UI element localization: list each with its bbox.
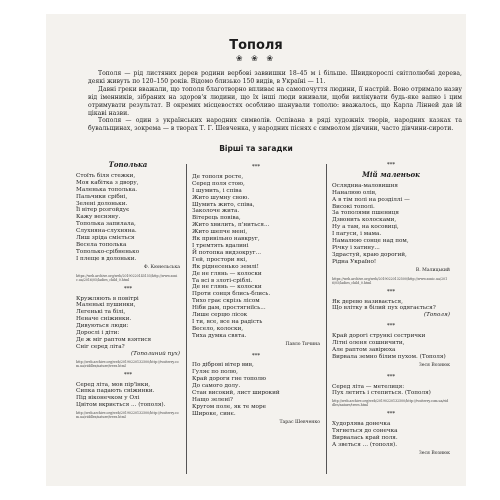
section-title: Вірші та загадки: [219, 144, 293, 153]
text-line: Та всі в злоті-сріблі.: [192, 277, 253, 284]
poem-title: Тополька: [108, 160, 148, 169]
separator-stars: ***: [386, 373, 396, 380]
text-line: Вирвалась край поля.: [332, 435, 398, 442]
poem-author: Ф. Кюнельська: [143, 264, 180, 270]
text-line: Жито шепче мені,: [192, 229, 248, 236]
text-line: Маленькі пушинки,: [76, 302, 136, 309]
text-line: Шумить жито, співа,: [192, 201, 255, 208]
text-line: За тополями пшениця: [332, 210, 400, 217]
text-line: Сипка падають сніжинки.: [76, 388, 155, 395]
riddle-lines: [76, 382, 180, 410]
text-line: Слухняна-слухняна.: [76, 228, 137, 235]
column-divider: [186, 164, 187, 474]
text-line: Лише серцю лісок: [192, 312, 248, 319]
riddle-answer: (Тополя): [423, 312, 450, 319]
text-line: А зветься ... (тополя).: [332, 442, 398, 448]
text-line: Як ріднесенько землі!: [192, 263, 259, 270]
separator-stars: ***: [123, 371, 133, 378]
text-line: Намалюю сонце над пом,: [332, 238, 409, 245]
source-link[interactable]: https://web.archive.org/web/20190220145155/http://www.sonic.ua/2016/05/ladies_child_0.html: [76, 273, 178, 282]
poem-author: Павло Тичина: [285, 341, 320, 347]
riddle-answer: (Тополиний пух): [130, 350, 180, 357]
separator-stars: ***: [251, 164, 261, 170]
text-line: Де тополя росте,: [192, 173, 244, 180]
text-line: Річку і хатину...: [332, 244, 380, 251]
text-line: Край дороги гне тополю: [192, 376, 266, 383]
intro-paragraph: Давні греки вважали, що тополя благотворно впливає на самопочуття людини, її настрій. Воно отримало назву від іменників, зібраних на здоров'я людини, що їх інші люди вживали, щоби вилікувати будь-яке вапно і цим отримувати результат. В окремих місцевостях особливо шанували тополю: вважалось, що Карла Лінней дав ій цікаві назви.: [88, 85, 462, 117]
text-line: Тихо грає скрізь лісом: [192, 298, 260, 305]
text-line: І ти, все, все на радість: [192, 318, 263, 325]
text-line: Серед літа — метелиця:: [332, 383, 405, 390]
text-line: Як дерево називається,: [332, 298, 403, 305]
text-line: Жито шумну свою.: [192, 194, 250, 201]
text-line: І пагуси, і мама.: [332, 231, 382, 238]
text-line: Де не глянь — колоски: [192, 270, 262, 277]
text-line: Гей, простори які,: [192, 256, 248, 263]
text-line: Як привільно навкруг,: [192, 236, 260, 243]
separator-stars: ***: [123, 285, 133, 292]
riddle-lines: [332, 333, 450, 361]
text-line: І тремтять вдалині: [192, 242, 249, 249]
text-line: Проти сонця блись-блись.: [192, 291, 271, 298]
poem-lines: [192, 174, 320, 340]
riddle-lines: [332, 299, 450, 313]
text-line: Худорлява донечка: [332, 421, 391, 428]
column-left: [76, 162, 180, 422]
text-line: Жито хвилить, п'ниться...: [192, 222, 270, 229]
text-line: Широке, синє.: [192, 410, 236, 417]
text-line: Тополько-срібненько: [76, 248, 140, 255]
text-line: Тягнеться до сонечка: [332, 428, 398, 435]
text-line: Наналюю олів,: [332, 189, 377, 196]
riddle-lines: [76, 296, 180, 351]
separator-stars: ***: [386, 411, 396, 418]
text-line: Пальчики срібні,: [76, 193, 128, 200]
text-line: Кругом поле, як те море: [192, 403, 266, 410]
text-line: Моя кабітка з двору,: [76, 179, 139, 186]
intro-paragraph: Тополя — рід листяних дерев родини вербові заввишки 18–45 м і більше. Швидкорослі світлолюбні дерева, деякі живуть по 120–150 років. Відомо близько 150 видів, в Україні — 11.: [88, 70, 462, 85]
text-line: До самого долу.: [192, 383, 241, 390]
separator-stars: ***: [386, 323, 396, 330]
separator-stars: ***: [386, 162, 396, 168]
text-line: Край дорогі стрункі сестрички: [332, 333, 426, 340]
text-line: Весело, колоски,: [192, 325, 244, 332]
poem-lines: [332, 183, 450, 266]
text-line: А в тім полі на розділлі —: [332, 196, 410, 203]
riddle-author: Зеся Вознюк: [418, 362, 450, 368]
text-line: Неначе сніжинки.: [76, 316, 132, 323]
poem-lines: [76, 173, 180, 263]
column-divider: [326, 164, 327, 474]
poem-title: Мій маленьок: [362, 169, 420, 179]
text-line: Літні оленя сошничити,: [332, 340, 405, 347]
text-line: Стоїть біля стежки,: [76, 172, 136, 179]
text-line: Серед літа, мов пір'їнки,: [76, 381, 151, 388]
text-line: Лиш зріда сміється: [76, 235, 135, 242]
column-middle: [192, 164, 320, 427]
text-line: Що влітку в білий пух одягається?: [332, 305, 436, 312]
text-line: Нащо зелені?: [192, 397, 233, 403]
poem-lines: [192, 362, 320, 417]
text-line: Цвітом вкриється ... (тополя).: [76, 402, 166, 409]
text-line: Дивуються люди:: [76, 323, 129, 330]
source-link[interactable]: http://web.archive.org/web/20190220132500/http://tvoiterry.com.ua/riddles/nature/trees.html: [76, 359, 179, 368]
separator-stars: ***: [386, 288, 396, 295]
text-line: Кажу весняну.: [76, 214, 121, 221]
text-line: По діброві вітер вив,: [192, 362, 254, 369]
text-line: Кружляють в повітрі: [76, 295, 139, 302]
text-line: Де не глянь — колоски: [192, 284, 262, 291]
source-link[interactable]: https://web.archive.org/web/20190220132500/http://www.sonic.ua/2016/05/ladies_child_0.html: [332, 276, 448, 285]
text-line: Зелені долоньки.: [76, 200, 128, 207]
riddle-lines: [332, 421, 450, 449]
text-line: Вирвала земно білим пухом. (Тополя): [332, 353, 446, 360]
poem-author: В. Малицький: [415, 267, 450, 273]
separator-stars: ***: [251, 352, 261, 359]
document-page: [46, 14, 466, 486]
page-title: Тополя: [229, 38, 283, 53]
column-right: [332, 162, 450, 458]
text-line: Її вітер розгойдує: [76, 207, 130, 214]
riddle-author: Зеся Вознюк: [418, 450, 450, 456]
intro-paragraph: Тополя — один з українських народних символів. Оспівана в ряді художніх творів, народних казках та бувальщинах, зокрема — в творах Т. Г. Шевченка, у народних піснях є символом дівчини, часто дівчини-сироти.: [88, 117, 462, 133]
text-line: Маленька тополька.: [76, 186, 138, 193]
text-line: Під віконечком у Олі: [76, 395, 140, 402]
text-line: Заколоче жита.: [192, 208, 240, 215]
text-line: Ну а там, на косовиці,: [332, 224, 399, 231]
text-line: Ніби дам, простягніїсь...: [192, 305, 266, 312]
text-line: Дзвонить колосками,: [332, 217, 397, 224]
text-line: Рідна Україно!: [332, 258, 377, 265]
text-line: Вітерець повіва,: [192, 215, 241, 222]
text-line: Тополька запилала,: [76, 221, 136, 228]
source-link[interactable]: http://web.archive.org/web/20190220132500/http://tvoiterry.com.ua/riddles/nature/trees.html: [332, 399, 449, 408]
text-line: Пух летить і степиться. (Тополя): [332, 390, 431, 397]
text-line: Високі тополі.: [332, 203, 375, 210]
text-line: Але раптом завірюха: [332, 346, 396, 353]
text-line: Гуляє по полю,: [192, 369, 238, 376]
text-line: Тиха думка свята.: [192, 332, 247, 339]
text-line: Серед поля стою,: [192, 180, 245, 187]
riddle-lines: [332, 384, 450, 398]
text-line: І плеще в долоньки.: [76, 255, 137, 262]
text-line: Весела тополька: [76, 241, 127, 248]
text-line: Й потопка видзокруг...: [192, 249, 262, 256]
text-line: Дорослі і діти:: [76, 330, 120, 337]
text-line: Здрастуй, краю дорогий,: [332, 251, 407, 258]
text-line: Стан високий, лист широкий: [192, 390, 280, 397]
text-line: Легенькі та білі,: [76, 309, 126, 316]
text-line: І шумить, і співа: [192, 187, 242, 194]
text-line: Сніг серед літа?: [76, 343, 125, 350]
poem-author: Тарас Шевченко: [279, 419, 320, 425]
source-link[interactable]: http://web.archive.org/web/20190220132500/http://tvoiterry.com.ua/riddles/nature/trees.html: [76, 411, 179, 420]
text-line: Ослядниа-маловишня: [332, 182, 398, 189]
title-ornament: ❀ ❀ ❀: [235, 54, 277, 63]
intro-text: [88, 70, 462, 133]
text-line: Де ж міг раптом взятися: [76, 336, 152, 343]
